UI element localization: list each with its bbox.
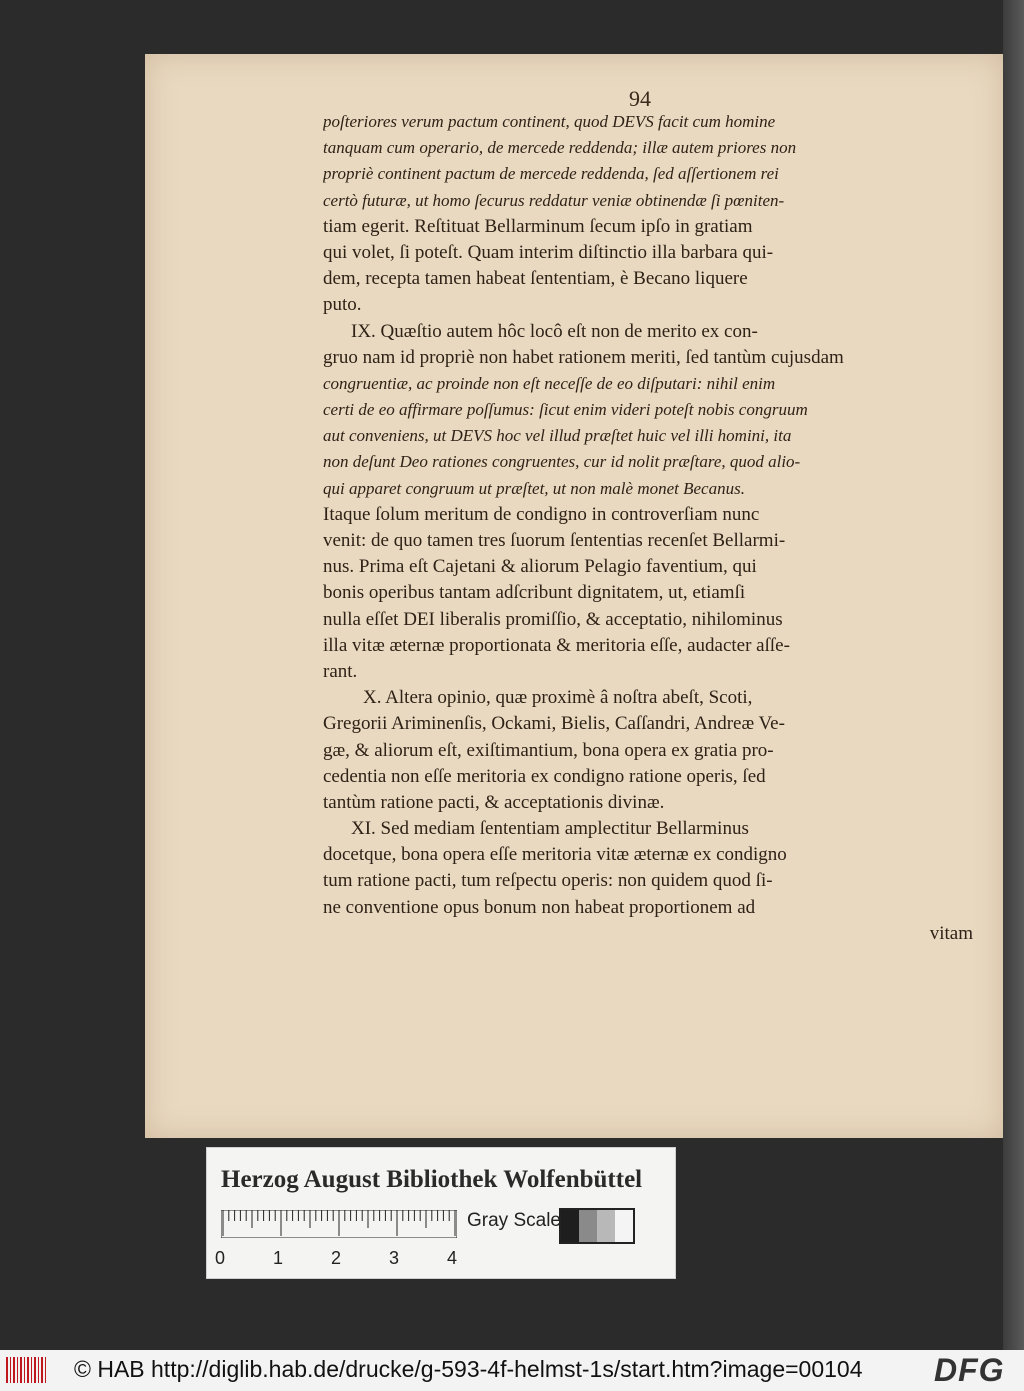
text-line: tum ratione pacti, tum reſpectu operis: non quidem quod ſi- <box>323 870 773 892</box>
text-line: qui volet, ſi poteſt. Quam interim diſtinctio illa barbara qui- <box>323 241 774 263</box>
text-line: rant. <box>323 660 358 682</box>
book-page <box>145 54 1003 1138</box>
text-line: poſteriores verum pactum continent, quod DEVS facit cum homine <box>323 112 776 131</box>
text-line: dem, recepta tamen habeat ſententiam, è Becano liquere <box>323 268 748 290</box>
library-label-card <box>206 1147 676 1279</box>
dfg-logo: DFG <box>934 1352 1005 1388</box>
text-line: congruentiæ, ac proinde non eſt neceſſe de eo diſputari: nihil enim <box>323 373 776 393</box>
text-line: X. Altera opinio, quæ proximè â noſtra abeſt, Scoti, <box>363 687 753 709</box>
ruler-numbers <box>215 1248 475 1270</box>
gray-swatch <box>615 1210 633 1242</box>
text-line: venit: de quo tamen tres ſuorum ſententias recenſet Bellarmi- <box>323 530 786 551</box>
text-line: ne conventione opus bonum non habeat proportionem ad <box>323 896 756 918</box>
text-line: bonis operibus tantam adſcribunt dignitatem, ut, etiamſi <box>323 582 746 604</box>
text-line: propriè continent pactum de mercede reddenda, ſed aſſertionem rei <box>323 164 779 184</box>
text-line: qui apparet congruum ut præſtet, ut non malè monet Becanus. <box>323 478 745 498</box>
text-line: tantùm ratione pacti, & acceptationis divinæ. <box>323 791 665 813</box>
text-line: IX. Quæſtio autem hôc locô eſt non de merito ex con- <box>351 320 758 342</box>
text-line: gæ, & aliorum eſt, exiſtimantium, bona opera ex gratia pro- <box>323 739 774 761</box>
text-line: tiam egerit. Reſtituat Bellarminum ſecum ipſo in gratiam <box>323 215 753 237</box>
viewer-footer <box>0 1350 1024 1391</box>
scale-ruler <box>221 1210 457 1238</box>
text-line: puto. <box>323 294 362 316</box>
text-line: illa vitæ æternæ proportionata & meritoria eſſe, audacter aſſe- <box>323 634 790 656</box>
ruler-number: 1 <box>273 1248 284 1268</box>
gray-swatch <box>597 1210 615 1242</box>
text-line: certò futuræ, ut homo ſecurus reddatur veniæ obtinendæ ſi pœniten- <box>323 190 785 210</box>
text-line: tanquam cum operario, de mercede reddenda; illæ autem priores non <box>323 138 797 158</box>
text-line: docetque, bona opera eſſe meritoria vitæ æternæ ex condigno <box>323 844 787 866</box>
copyright-url[interactable]: © HAB http://diglib.hab.de/drucke/g-593-4f-helmst-1s/start.htm?image=00104 <box>74 1356 863 1382</box>
ruler-number: 3 <box>389 1248 400 1268</box>
library-name: Herzog August Bibliothek Wolfenbüttel <box>221 1166 643 1193</box>
gray-swatch <box>579 1210 597 1242</box>
text-line: gruo nam id propriè non habet rationem meriti, ſed tantùm cujusdam <box>323 346 844 368</box>
text-line: non deſunt Deo rationes congruentes, cur id nolit præſtare, quod alio- <box>323 452 801 472</box>
text-line: Itaque ſolum meritum de condigno in controverſiam nunc <box>323 503 760 525</box>
text-line: nus. Prima eſt Cajetani & aliorum Pelagio faventium, qui <box>323 556 757 578</box>
text-line: Gregorii Ariminenſis, Ockami, Bielis, Caſſandri, Andreæ Ve- <box>323 713 785 735</box>
ruler-number: 0 <box>215 1248 226 1268</box>
ruler-number: 2 <box>331 1248 342 1268</box>
gray-scale-swatches <box>559 1208 635 1244</box>
page-number: 94 <box>629 86 651 111</box>
text-line: vitam <box>929 922 973 944</box>
text-line: nulla eſſet DEI liberalis promiſſio, & acceptatio, nihilominus <box>323 608 783 630</box>
ruler-number: 4 <box>447 1248 458 1268</box>
text-line: aut conveniens, ut DEVS hoc vel illud præſtet huic vel illi homini, ita <box>323 426 792 446</box>
gray-swatch <box>561 1210 579 1242</box>
text-line: XI. Sed mediam ſententiam amplectitur Bellarminus <box>351 818 749 840</box>
text-line: cedentia non eſſe meritoria ex condigno ratione operis, ſed <box>323 765 766 787</box>
page-text-block <box>323 109 973 947</box>
text-line: certi de eo affirmare poſſumus: ſicut enim videri poteſt nobis congruum <box>323 400 808 420</box>
adjacent-page-edge <box>1003 0 1024 1350</box>
gray-scale-label: Gray Scale <box>467 1210 561 1231</box>
barcode-icon <box>6 1357 46 1383</box>
